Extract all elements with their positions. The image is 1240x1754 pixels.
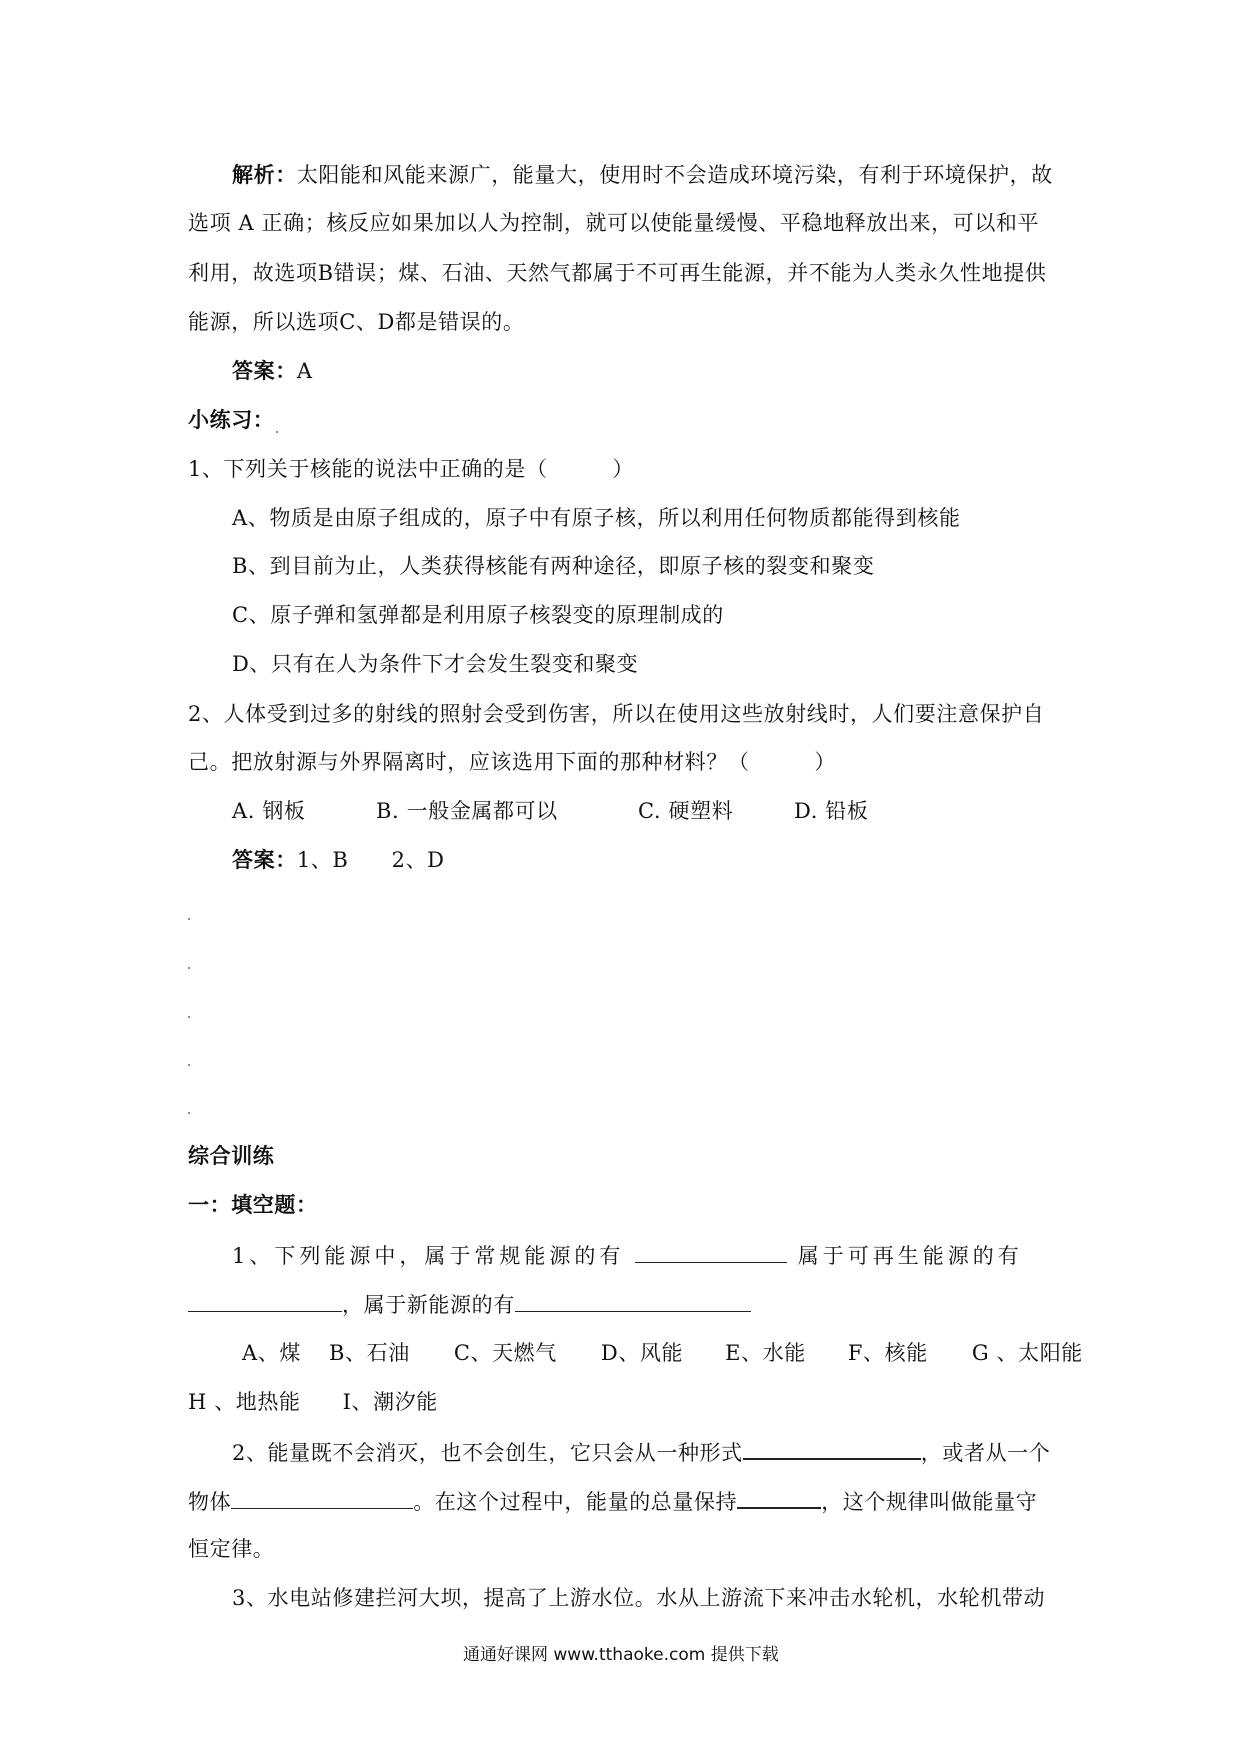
training-q2-part5: ，这个规律叫做能量守 <box>821 1490 1038 1514</box>
option-g: G 、太阳能 <box>971 1341 1083 1365</box>
training-heading: 综合训练 <box>188 1144 275 1168</box>
answer-1: 答案：A <box>232 359 313 383</box>
blank-conventional-energy[interactable] <box>635 1240 787 1263</box>
training-q2-part2: ，或者从一个 <box>920 1441 1051 1465</box>
practice-q1-stem: 1、下列关于核能的说法中正确的是（ ） <box>188 457 634 481</box>
practice-q2-stem-2: 己。把放射源与外界隔离时，应该选用下面的那种材料？（ ） <box>188 750 836 774</box>
option-f: F、核能 <box>847 1341 928 1365</box>
analysis-text-1: 太阳能和风能来源广，能量大，使用时不会造成环境污染，有利于环境保护，故 <box>296 163 1053 187</box>
analysis-line-1: 解析：太阳能和风能来源广，能量大，使用时不会造成环境污染，有利于环境保护，故 <box>232 163 1053 187</box>
analysis-line-4: 能源，所以选项C、D都是错误的。 <box>188 310 525 334</box>
option-i: I、潮汐能 <box>342 1390 438 1414</box>
training-section-1: 一：填空题： <box>188 1193 318 1217</box>
stray-dot <box>188 1112 190 1114</box>
stray-dot <box>188 967 190 969</box>
option-b: B、石油 <box>328 1341 410 1365</box>
stray-dot <box>188 1064 190 1066</box>
option-d: D、风能 <box>600 1341 684 1365</box>
practice-q2-option-b: B. 一般金属都可以 <box>376 799 558 823</box>
option-a: A、煤 <box>242 1341 301 1365</box>
practice-answer-label: 答案 <box>232 848 276 872</box>
training-q1-part1: 1、下列能源中，属于常规能源的有 <box>232 1244 625 1268</box>
option-h: H 、地热能 <box>188 1390 301 1414</box>
training-q1-options-2 <box>188 1387 438 1417</box>
training-q2-line-1 <box>232 1436 1050 1468</box>
practice-answer: 答案：1、B 2、D <box>232 848 445 872</box>
training-q1-options-1 <box>242 1338 1083 1368</box>
training-q2-part1: 2、能量既不会消灭，也不会创生，它只会从一种形式 <box>232 1441 743 1465</box>
practice-heading: 小练习： <box>188 408 275 432</box>
page-footer: 通通好课网 www.tthaoke.com 提供下载 <box>463 1645 779 1665</box>
practice-q1-option-d: D、只有在人为条件下才会发生裂变和聚变 <box>232 652 639 676</box>
training-q1-part3: ，属于新能源的有 <box>342 1293 515 1317</box>
analysis-line-3: 利用，故选项B错误；煤、石油、天然气都属于不可再生能源，并不能为人类永久性地提供 <box>188 261 1047 285</box>
training-q2-line-2 <box>188 1485 1037 1517</box>
analysis-line-2: 选项 A 正确；核反应如果加以人为控制，就可以使能量缓慢、平稳地释放出来，可以和平 <box>188 211 1040 235</box>
option-e: E、水能 <box>725 1341 806 1365</box>
blank-energy-form[interactable] <box>743 1436 921 1460</box>
training-q1-line-1 <box>232 1240 1023 1271</box>
training-q3-line-1: 3、水电站修建拦河大坝，提高了上游水位。水从上游流下来冲击水轮机，水轮机带动 <box>232 1586 1046 1610</box>
practice-q2-option-c: C. 硬塑料 <box>638 799 734 823</box>
training-q1-part2: 属于可再生能源的有 <box>797 1244 1023 1268</box>
practice-q2-option-d: D. 铅板 <box>794 799 869 823</box>
stray-dot <box>188 1016 190 1018</box>
practice-answer-value: 1、B 2、D <box>296 848 445 872</box>
training-q2-part3: 物体 <box>188 1490 232 1514</box>
answer-value: A <box>296 359 313 383</box>
practice-q1-option-a: A、物质是由原子组成的，原子中有原子核，所以利用任何物质都能得到核能 <box>232 506 961 530</box>
stray-dot <box>276 431 278 433</box>
analysis-label: 解析 <box>232 163 276 187</box>
practice-q2-option-a: A. 钢板 <box>232 799 306 823</box>
practice-q1-option-b: B、到目前为止，人类获得核能有两种途径，即原子核的裂变和聚变 <box>232 554 875 578</box>
training-q1-line-2 <box>188 1289 751 1320</box>
option-c: C、天燃气 <box>453 1341 557 1365</box>
blank-total-energy[interactable] <box>737 1485 821 1509</box>
blank-renewable-energy[interactable] <box>188 1289 342 1312</box>
practice-q1-option-c: C、原子弹和氢弹都是利用原子核裂变的原理制成的 <box>232 603 724 627</box>
answer-label: 答案 <box>232 359 276 383</box>
stray-dot <box>188 918 190 920</box>
blank-new-energy[interactable] <box>515 1289 751 1312</box>
blank-object-transfer[interactable] <box>231 1486 413 1509</box>
training-q2-line-3: 恒定律。 <box>188 1537 275 1561</box>
practice-q2-stem-1: 2、人体受到过多的射线的照射会受到伤害，所以在使用这些放射线时，人们要注意保护自 <box>188 702 1045 726</box>
training-q2-part4: 。在这个过程中，能量的总量保持 <box>413 1490 738 1514</box>
